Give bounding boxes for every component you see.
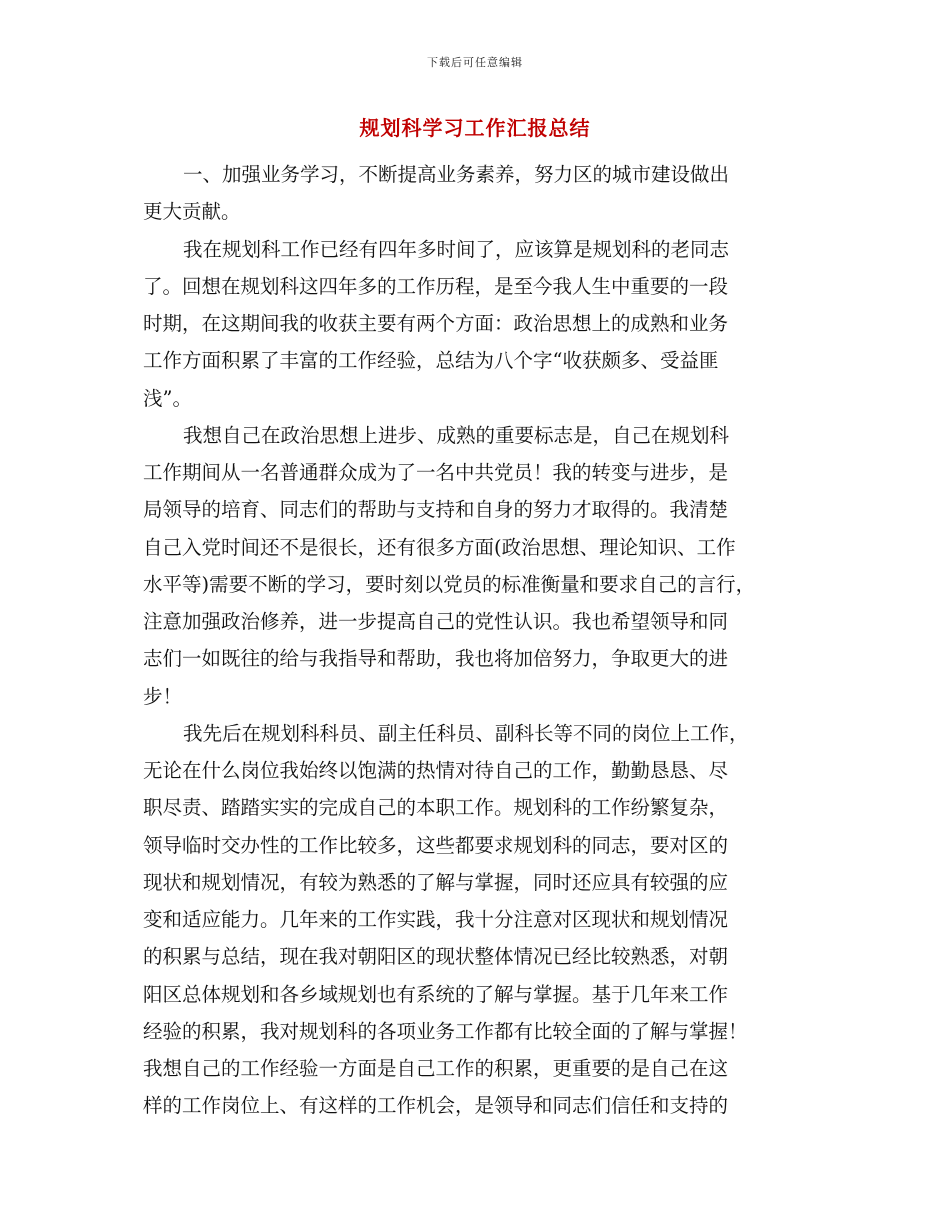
paragraph-4-line-5: 现状和规划情况，有较为熟悉的了解与掌握，同时还应具有较强的应 [143, 870, 729, 894]
paragraph-3-line-7: 志们一如既往的给与我指导和帮助，我也将加倍努力，争取更大的进 [143, 647, 729, 671]
paragraph-4-line-8: 阳区总体规划和各乡域规划也有系统的了解与掌握。基于几年来工作 [143, 982, 729, 1006]
paragraph-3-line-5: 水平等)需要不断的学习，要时刻以党员的标准衡量和要求自己的言行， [143, 572, 756, 596]
paragraph-4-line-9: 经验的积累，我对规划科的各项业务工作都有比较全面的了解与掌握！ [143, 1019, 748, 1043]
paragraph-2-line-2: 了。回想在规划科这四年多的工作历程，是至今我人生中重要的一段 [143, 274, 729, 298]
paragraph-4-line-1: 我先后在规划科科员、副主任科员、副科长等不同的岗位上工作， [183, 721, 749, 745]
paragraph-4-line-10: 我想自己的工作经验一方面是自己工作的积累，更重要的是自己在这 [143, 1057, 729, 1080]
paragraph-1-line-2: 更大贡献。 [143, 200, 241, 224]
paragraph-3-line-2: 工作期间从一名普通群众成为了一名中共党员！我的转变与进步，是 [143, 461, 729, 484]
paragraph-4-line-7: 的积累与总结，现在我对朝阳区的现状整体情况已经比较熟悉，对朝 [143, 945, 729, 969]
paragraph-2-line-1: 我在规划科工作已经有四年多时间了，应该算是规划科的老同志 [183, 237, 730, 261]
paragraph-3-line-6: 注意加强政治修养，进一步提高自己的党性认识。我也希望领导和同 [143, 610, 729, 633]
page-header-note: 下载后可任意编辑 [427, 56, 523, 69]
paragraph-1-line-1: 一、加强业务学习，不断提高业务素养，努力区的城市建设做出 [183, 163, 730, 186]
paragraph-3-line-1: 我想自己在政治思想上进步、成熟的重要标志是，自己在规划科 [183, 423, 730, 447]
paragraph-3-line-3: 局领导的培育、同志们的帮助与支持和自身的努力才取得的。我清楚 [143, 498, 729, 522]
paragraph-3-line-8: 步！ [143, 684, 183, 708]
document-body [143, 156, 809, 1125]
paragraph-4-line-6: 变和适应能力。几年来的工作实践，我十分注意对区现状和规划情况 [143, 908, 729, 931]
paragraph-3-line-4: 自己入党时间还不是很长，还有很多方面(政治思想、理论知识、工作 [143, 535, 736, 559]
document-title: 规划科学习工作汇报总结 [359, 116, 591, 140]
paragraph-4-line-3: 职尽责、踏踏实实的完成自己的本职工作。规划科的工作纷繁复杂， [143, 796, 729, 820]
paragraph-2-line-5: 浅”。 [143, 386, 192, 410]
paragraph-4-line-11: 样的工作岗位上、有这样的工作机会，是领导和同志们信任和支持的 [143, 1094, 729, 1118]
paragraph-4-line-4: 领导临时交办性的工作比较多，这些都要求规划科的同志，要对区的 [143, 833, 729, 857]
paragraph-2-line-3: 时期，在这期间我的收获主要有两个方面：政治思想上的成熟和业务 [143, 312, 729, 335]
paragraph-4-line-2: 无论在什么岗位我始终以饱满的热情对待自己的工作，勤勤恳恳、尽 [143, 759, 729, 782]
paragraph-2-line-4: 工作方面积累了丰富的工作经验，总结为八个字“收获颇多、受益匪 [143, 349, 719, 373]
